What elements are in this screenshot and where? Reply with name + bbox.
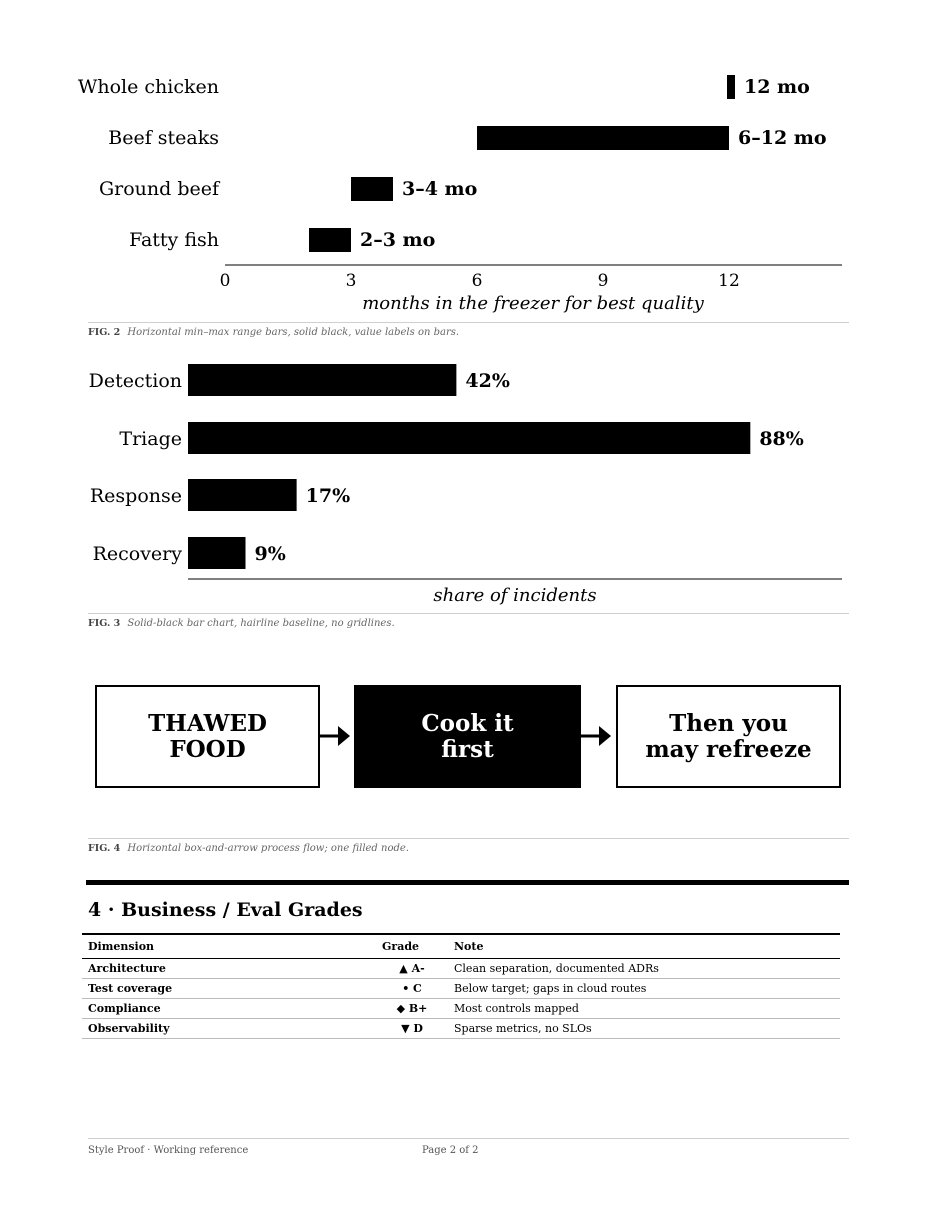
value-label: 9% (254, 543, 286, 565)
cell-dimension: Compliance (82, 999, 376, 1019)
grades-table (82, 933, 840, 1039)
flow-node-label: Cook it first (421, 709, 514, 763)
range-bar (727, 75, 735, 99)
cell-grade: ◆ B+ (376, 999, 448, 1019)
fig3-caption (88, 613, 849, 629)
fig3-caption-text: Solid-black bar chart, hairline baseline, no gridlines. (127, 618, 395, 629)
fig2-caption-text: Horizontal min–max range bars, solid black, value labels on bars. (127, 327, 460, 338)
category-label: Fatty fish (129, 229, 219, 251)
footer-left: Style Proof · Working reference (88, 1145, 249, 1156)
table-row (82, 999, 840, 1019)
bar (188, 479, 297, 511)
fig3-bar-chart (0, 355, 935, 613)
value-label: 88% (759, 428, 804, 450)
cell-grade: ▲ A- (376, 959, 448, 979)
arrow-right-icon (320, 724, 352, 748)
section-title: 4 · Business / Eval Grades (88, 899, 363, 921)
table-row (82, 979, 840, 999)
category-label: Whole chicken (77, 76, 219, 98)
x-tick-label: 9 (597, 271, 609, 291)
section-divider (86, 880, 849, 885)
category-label: Triage (119, 428, 182, 450)
category-label: Response (89, 485, 182, 507)
cell-grade: • C (376, 979, 448, 999)
cell-dimension: Test coverage (82, 979, 376, 999)
range-bar (309, 228, 351, 252)
x-axis-title: months in the freezer for best quality (362, 293, 704, 314)
range-bar (477, 126, 729, 150)
header-dimension: Dimension (88, 940, 155, 953)
cell-note: Most controls mapped (448, 999, 840, 1019)
cell-dimension: Architecture (82, 959, 376, 979)
x-tick-label: 12 (718, 271, 740, 291)
range-bar (351, 177, 393, 201)
bar (188, 364, 456, 396)
table-row (82, 959, 840, 979)
flow-node-label: Then you may refreeze (645, 709, 812, 763)
category-label: Detection (88, 370, 182, 392)
flow-node-cook-it-first (354, 685, 581, 788)
x-tick-label: 3 (345, 271, 357, 291)
fig2-caption-tag: FIG. 2 (88, 327, 121, 338)
page-number: Page 2 of 2 (422, 1145, 479, 1156)
cell-note: Sparse metrics, no SLOs (448, 1019, 840, 1039)
x-tick-label: 0 (219, 271, 231, 291)
cell-note: Clean separation, documented ADRs (448, 959, 840, 979)
category-label: Recovery (92, 543, 182, 565)
flow-node-label: THAWED FOOD (148, 709, 267, 763)
header-note: Note (454, 940, 484, 953)
value-label: 2–3 mo (360, 229, 436, 251)
page-footer (88, 1138, 849, 1156)
bar (188, 422, 750, 454)
fig2-range-chart (0, 60, 935, 322)
cell-grade: ▼ D (376, 1019, 448, 1039)
cell-dimension: Observability (82, 1019, 376, 1039)
flow-node-thawed-food (95, 685, 320, 788)
value-label: 17% (305, 485, 351, 507)
table-header-row (82, 934, 840, 959)
value-label: 3–4 mo (402, 178, 478, 200)
table-row (82, 1019, 840, 1039)
header-grade: Grade (382, 940, 420, 953)
arrow-right-icon (581, 724, 613, 748)
fig3-caption-tag: FIG. 3 (88, 618, 121, 629)
cell-note: Below target; gaps in cloud routes (448, 979, 840, 999)
value-label: 6–12 mo (738, 127, 827, 149)
fig4-caption-text: Horizontal box-and-arrow process flow; one filled node. (127, 843, 409, 854)
value-label: 42% (465, 370, 510, 392)
fig4-caption-tag: FIG. 4 (88, 843, 121, 854)
category-label: Ground beef (98, 178, 219, 200)
bar (188, 537, 246, 569)
category-label: Beef steaks (108, 127, 219, 149)
x-tick-label: 6 (471, 271, 483, 291)
x-axis-title: share of incidents (433, 585, 597, 606)
flow-node-then-refreeze (616, 685, 841, 788)
fig4-caption (88, 838, 849, 854)
value-label: 12 mo (744, 76, 810, 98)
fig2-caption (88, 322, 849, 338)
